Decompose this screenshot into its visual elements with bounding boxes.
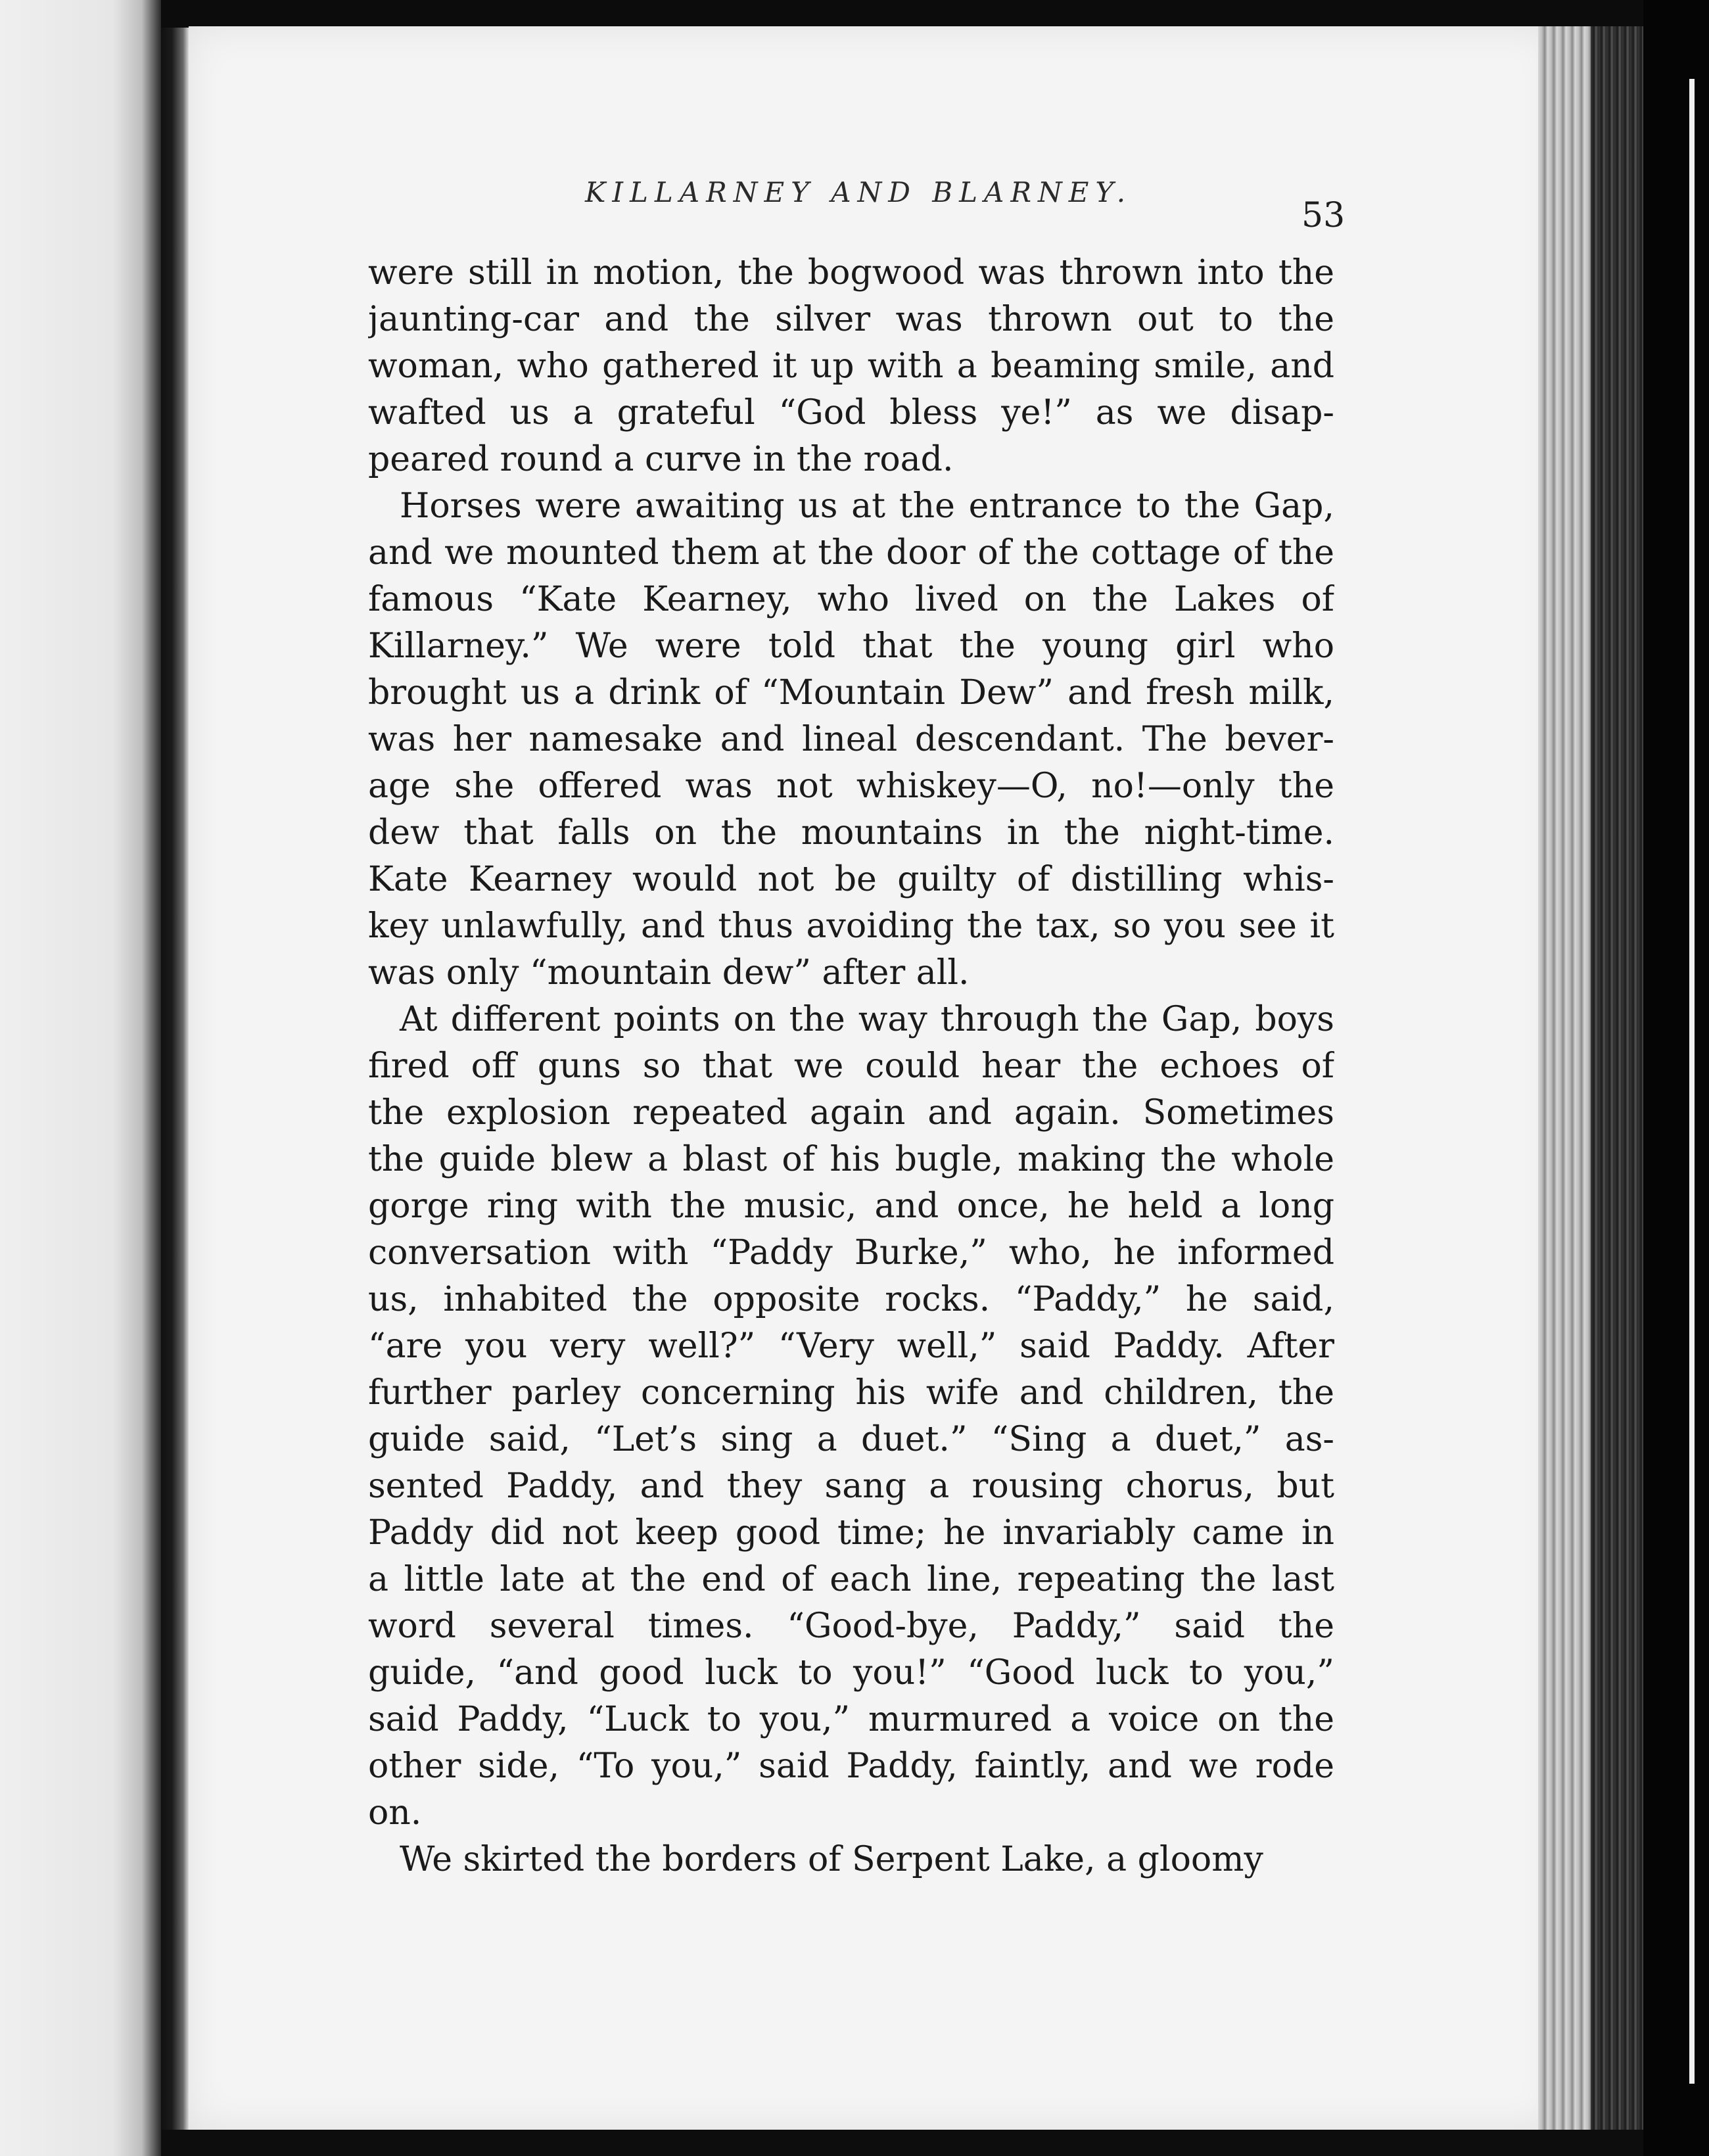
text-line: the explosion repeated again and again. Sometimes [368,1093,1334,1133]
text-line: key unlawfully, and thus avoiding the tax, so you see it [368,906,1334,946]
text-line: gorge ring with the music, and once, he held a long [368,1186,1334,1226]
previous-page-edge [0,0,161,2156]
text-line: word several times. “Good-bye, Paddy,” said the [368,1606,1334,1646]
text-line: brought us a drink of “Mountain Dew” and fresh milk, [368,673,1334,713]
text-line: and we mounted them at the door of the cottage of the [368,533,1334,573]
text-line: on. [368,1793,422,1833]
text-line: were still in motion, the bogwood was thrown into the [368,253,1334,293]
paragraph [368,1837,1334,1883]
page-header [368,176,1354,235]
text-line: Killarney.” We were told that the young girl who [368,626,1334,666]
scan-artifact-line [1689,79,1695,2084]
text-line: a little late at the end of each line, repeating the last [368,1560,1334,1599]
top-scan-border [161,0,1709,28]
text-line: age she offered was not whiskey—O, no!—only the [368,766,1334,806]
text-line: peared round a curve in the road. [368,440,954,479]
text-line: We skirted the borders of Serpent Lake, a gloomy [400,1840,1263,1879]
text-line: guide said, “Let’s sing a duet.” “Sing a duet,” as- [368,1420,1334,1459]
text-line: At different points on the way through the Gap, boys [400,1000,1334,1039]
text-line: dew that falls on the mountains in the night-time. [368,813,1334,853]
text-line: Kate Kearney would not be guilty of distilling whis- [368,860,1334,899]
text-line: conversation with “Paddy Burke,” who, he informed [368,1233,1334,1273]
right-scan-border [1643,0,1709,2156]
running-head: KILLARNEY AND BLARNEY. [585,176,1133,208]
text-line: sented Paddy, and they sang a rousing chorus, but [368,1466,1334,1506]
paragraph [368,483,1334,996]
paragraph [368,996,1334,1837]
text-line: further parley concerning his wife and children, the [368,1373,1334,1413]
body-text [368,250,1334,1883]
text-line: fired off guns so that we could hear the echoes of [368,1046,1334,1086]
text-line: famous “Kate Kearney, who lived on the Lakes of [368,580,1334,619]
text-line: guide, “and good luck to you!” “Good luck to you,” [368,1653,1334,1693]
book-cover-edge [1591,26,1643,2130]
book-gutter-shadow [161,0,189,2156]
text-line: Horses were awaiting us at the entrance to the Gap, [400,486,1334,526]
text-line: “are you very well?” “Very well,” said Paddy. After [368,1326,1334,1366]
text-line: was only “mountain dew” after all. [368,953,970,993]
text-line: woman, who gathered it up with a beaming smile, and [368,346,1334,386]
text-line: was her namesake and lineal descendant. The bever- [368,720,1334,759]
text-line: wafted us a grateful “God bless ye!” as we disap- [368,393,1334,433]
text-line: jaunting-car and the silver was thrown out to the [368,300,1334,339]
bottom-scan-border [161,2130,1709,2156]
text-line: Paddy did not keep good time; he invariably came in [368,1513,1334,1553]
text-line: other side, “To you,” said Paddy, faintly, and we rode [368,1746,1334,1786]
text-line: said Paddy, “Luck to you,” murmured a voice on the [368,1700,1334,1739]
text-line: us, inhabited the opposite rocks. “Paddy,” he said, [368,1280,1334,1319]
text-line: the guide blew a blast of his bugle, making the whole [368,1140,1334,1179]
paragraph [368,250,1334,483]
page-number: 53 [1301,196,1346,235]
